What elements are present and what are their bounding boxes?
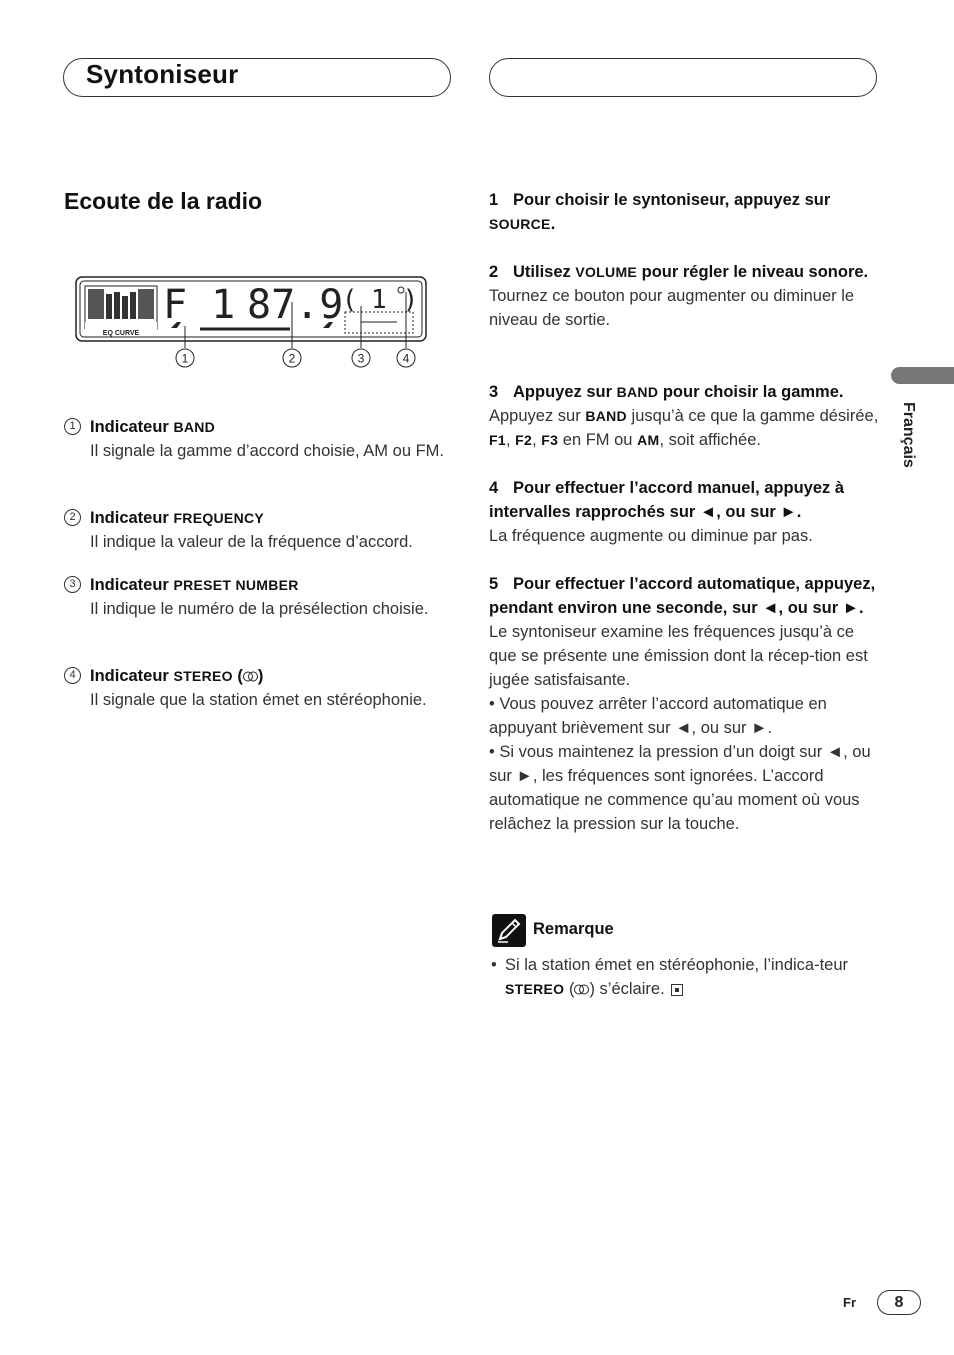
language-tab	[891, 367, 954, 384]
callout-1: 1	[181, 351, 189, 366]
item-heading-keyword: FREQUENCY	[173, 510, 265, 526]
paren-open: (	[232, 667, 243, 685]
text-part: jusqu’à ce que la gamme désirée,	[626, 407, 879, 425]
list-item	[64, 664, 454, 712]
callout-4: 4	[402, 351, 410, 366]
keyword-f2: F2	[515, 432, 533, 448]
step-4	[489, 476, 881, 548]
end-mark-icon	[671, 984, 683, 996]
keyword-band: BAND	[585, 408, 627, 424]
step-description: La fréquence augmente ou diminue par pas.	[489, 527, 813, 545]
item-heading-keyword: PRESET NUMBER	[173, 577, 299, 593]
step-2	[489, 260, 881, 332]
preset-segment: 1	[371, 285, 387, 315]
stereo-icon	[574, 984, 589, 995]
step-number: 2	[489, 263, 499, 281]
step-bullet: • Vous pouvez arrêter l’accord automatique en appuyant brièvement sur ◄, ou sur ►.	[489, 695, 827, 737]
item-number: 2	[64, 509, 81, 526]
step-heading-end: .	[550, 215, 556, 233]
step-description	[489, 404, 881, 452]
page-language-code: Fr	[843, 1295, 856, 1310]
band-segments: F 1	[163, 282, 236, 328]
language-label: Français	[900, 402, 917, 468]
item-heading: Indicateur	[90, 418, 174, 436]
list-item	[64, 573, 454, 621]
step-heading-end: pour choisir la gamme.	[658, 383, 844, 401]
step-description: Le syntoniseur examine les fréquences jusqu’à ce que se présente une émission dont la récep-tion est jugée satisfaisante.	[489, 623, 868, 689]
paren-close: )	[257, 667, 264, 685]
callout-2: 2	[288, 351, 296, 366]
svg-text:(: (	[345, 285, 356, 315]
list-item	[64, 506, 454, 554]
keyword-am: AM	[637, 432, 660, 448]
item-description: Il signale que la station émet en stéréophonie.	[90, 691, 427, 709]
item-description: Il signale la gamme d’accord choisie, AM ou FM.	[90, 442, 444, 460]
item-heading-keyword: BAND	[173, 419, 216, 435]
step-description: Tournez ce bouton pour augmenter ou diminuer le niveau de sortie.	[489, 287, 855, 329]
page-number: 8	[877, 1290, 921, 1315]
item-description: Il indique la valeur de la fréquence d’accord.	[90, 533, 413, 551]
note-text-part: Si la station émet en stéréophonie, l’indica-teur	[505, 956, 849, 974]
svg-text:): )	[405, 285, 416, 315]
step-number: 5	[489, 575, 499, 593]
item-number: 3	[64, 576, 81, 593]
step-heading-end: pour régler le niveau sonore.	[637, 263, 869, 281]
section-title: Syntoniseur	[86, 59, 239, 89]
item-number: 4	[64, 667, 81, 684]
step-5	[489, 572, 881, 836]
step-heading: Pour effectuer l’accord automatique, appuyez, pendant environ une seconde, sur ◄, ou sur ►.	[489, 575, 876, 617]
step-heading: Utilisez	[513, 263, 576, 281]
step-1	[489, 188, 881, 236]
step-number: 3	[489, 383, 499, 401]
text-part: Appuyez sur	[489, 407, 586, 425]
item-heading-keyword: STEREO	[173, 668, 233, 684]
note-title: Remarque	[533, 920, 614, 938]
frequency-segments: 87.9	[247, 282, 344, 328]
step-number: 4	[489, 479, 499, 497]
keyword-f3: F3	[541, 432, 559, 448]
step-heading: Pour choisir le syntoniseur, appuyez sur	[513, 191, 831, 209]
lcd-display-drawing	[75, 276, 427, 371]
item-description: Il indique le numéro de la présélection choisie.	[90, 600, 429, 618]
eq-curve-label: EQ CURVE	[102, 330, 140, 337]
note-icon	[492, 914, 526, 947]
item-heading: Indicateur	[90, 576, 174, 594]
text-part: ,	[532, 431, 542, 449]
text-part: ,	[505, 431, 516, 449]
callout-3: 3	[357, 351, 365, 366]
note-keyword-stereo: STEREO	[505, 981, 565, 997]
step-number: 1	[489, 191, 499, 209]
step-bullet: • Si vous maintenez la pression d’un doigt sur ◄, ou sur ►, les fréquences sont ignorées. L’accord automatique ne commence qu’au moment où vous relâchez la pression sur la touche.	[489, 743, 871, 833]
step-keyword: BAND	[616, 384, 659, 400]
keyword-f1: F1	[489, 432, 506, 448]
header-box-empty	[489, 58, 877, 97]
stereo-icon	[243, 671, 258, 682]
step-keyword: VOLUME	[575, 264, 638, 280]
step-heading: Pour effectuer l’accord manuel, appuyez à intervalles rapprochés sur ◄, ou sur ►.	[489, 479, 845, 521]
item-heading: Indicateur	[90, 509, 174, 527]
list-item	[64, 415, 454, 463]
subsection-title: Ecoute de la radio	[64, 188, 263, 214]
item-number: 1	[64, 418, 81, 435]
text-part: , soit affichée.	[659, 431, 761, 449]
step-keyword: SOURCE	[489, 216, 551, 232]
item-heading: Indicateur	[90, 667, 174, 685]
step-3	[489, 380, 881, 452]
step-heading: Appuyez sur	[513, 383, 617, 401]
note-text-part: (	[564, 980, 575, 998]
note-text: • Si la station émet en stéréophonie, l’indica-teur STEREO ( ) s’éclaire.	[491, 956, 849, 998]
text-part: en FM ou	[558, 431, 638, 449]
note-text-part: ) s’éclaire.	[589, 980, 665, 998]
display-illustration	[75, 276, 427, 371]
